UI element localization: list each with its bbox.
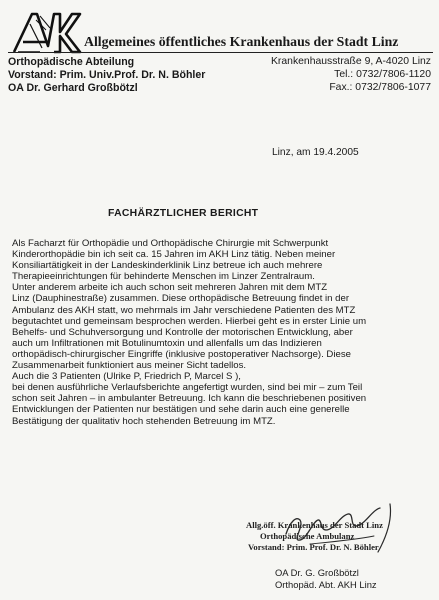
body-line: Linz (Dauphinestraße) zusammen. Diese orthopädische Betreuung findet in der bbox=[12, 293, 350, 305]
letter-body bbox=[12, 238, 430, 427]
header-divider bbox=[8, 52, 433, 53]
handwritten-signature bbox=[250, 500, 410, 560]
signatory-name: OA Dr. G. Großbötzl bbox=[275, 567, 359, 578]
contact-block bbox=[271, 56, 431, 94]
letter-date: Linz, am 19.4.2005 bbox=[272, 147, 359, 158]
body-line: Entwicklungen der Patienten nur bestätigen und sehe darin auch eine generelle bbox=[12, 404, 350, 416]
department-name: Orthopädische Abteilung bbox=[8, 56, 135, 68]
body-line: Als Facharzt für Orthopädie und Orthopädische Chirurgie mit Schwerpunkt bbox=[12, 238, 329, 249]
body-line: schon seit Jahren – in ambulanter Betreuung. Ich kann die beschriebenen positiven bbox=[12, 393, 367, 405]
body-line: Unter anderem arbeite ich auch schon seit mehreren Jahren mit dem MTZ bbox=[12, 282, 328, 294]
fax: Fax.: 0732/7806-1077 bbox=[329, 81, 431, 93]
department-head: Vorstand: Prim. Univ.Prof. Dr. N. Böhler bbox=[8, 68, 206, 81]
phone: Tel.: 0732/7806-1120 bbox=[334, 68, 431, 80]
body-line: Konsiliartätigkeit in der Landeskinderklinik Linz betreue ich auch mehrere bbox=[12, 260, 323, 272]
body-line: bei denen ausführliche Verlaufsberichte angefertigt wurden, sind bei mir – zum Teil bbox=[12, 382, 363, 394]
stamp-line: Allg.öff. Krankenhaus der Stadt Linz bbox=[246, 520, 383, 530]
hospital-name: Allgemeines öffentliches Krankenhaus der Stadt Linz bbox=[84, 34, 399, 49]
stamp-line: Orthopädische Ambulanz bbox=[260, 531, 355, 541]
body-line: Auch die 3 Patienten (Ulrike P, Friedrich P, Marcel S ), bbox=[12, 371, 241, 383]
stamp-line: Vorstand: Prim. Prof. Dr. N. Böhler bbox=[248, 542, 379, 552]
department-block bbox=[8, 56, 205, 94]
signoff-block bbox=[275, 567, 377, 591]
address: Krankenhausstraße 9, A-4020 Linz bbox=[271, 56, 431, 67]
body-line: Therapieeinrichtungen für behinderte Menschen im Linzer Zentralraum. bbox=[12, 271, 315, 283]
body-line: orthopädisch-chirurgischer Eingriffe (inklusive postoperativer Nachsorge). Diese bbox=[12, 348, 351, 360]
letter-title: FACHÄRZTLICHER BERICHT bbox=[108, 208, 259, 219]
body-line: Behelfs- und Schuhversorgung und Kontrolle der motorischen Entwicklung, aber bbox=[12, 326, 353, 338]
body-line: Kinderorthopädie bin ich seit ca. 15 Jahren im AKH Linz tätig. Neben meiner bbox=[12, 249, 336, 261]
body-line: auch um Infiltrationen mit Botulinumtoxin und allenfalls um das Indizieren bbox=[12, 337, 322, 349]
body-line: Bestätigung der qualitativ hoch stehenden Betreuung im MTZ. bbox=[12, 415, 276, 427]
body-line: Zusammenarbeit funktioniert aus meiner Sicht tadellos. bbox=[12, 360, 247, 372]
body-line: Ambulanz des AKH statt, wo mehrmals im Jahr verschiedene Patienten des MTZ bbox=[12, 304, 356, 316]
body-line: begutachtet und gemeinsam besprochen werden. Hierbei geht es in erster Linie um bbox=[12, 315, 367, 327]
signatory-department: Orthopäd. Abt. AKH Linz bbox=[275, 579, 377, 590]
senior-physician: OA Dr. Gerhard Großbötzl bbox=[8, 81, 138, 94]
